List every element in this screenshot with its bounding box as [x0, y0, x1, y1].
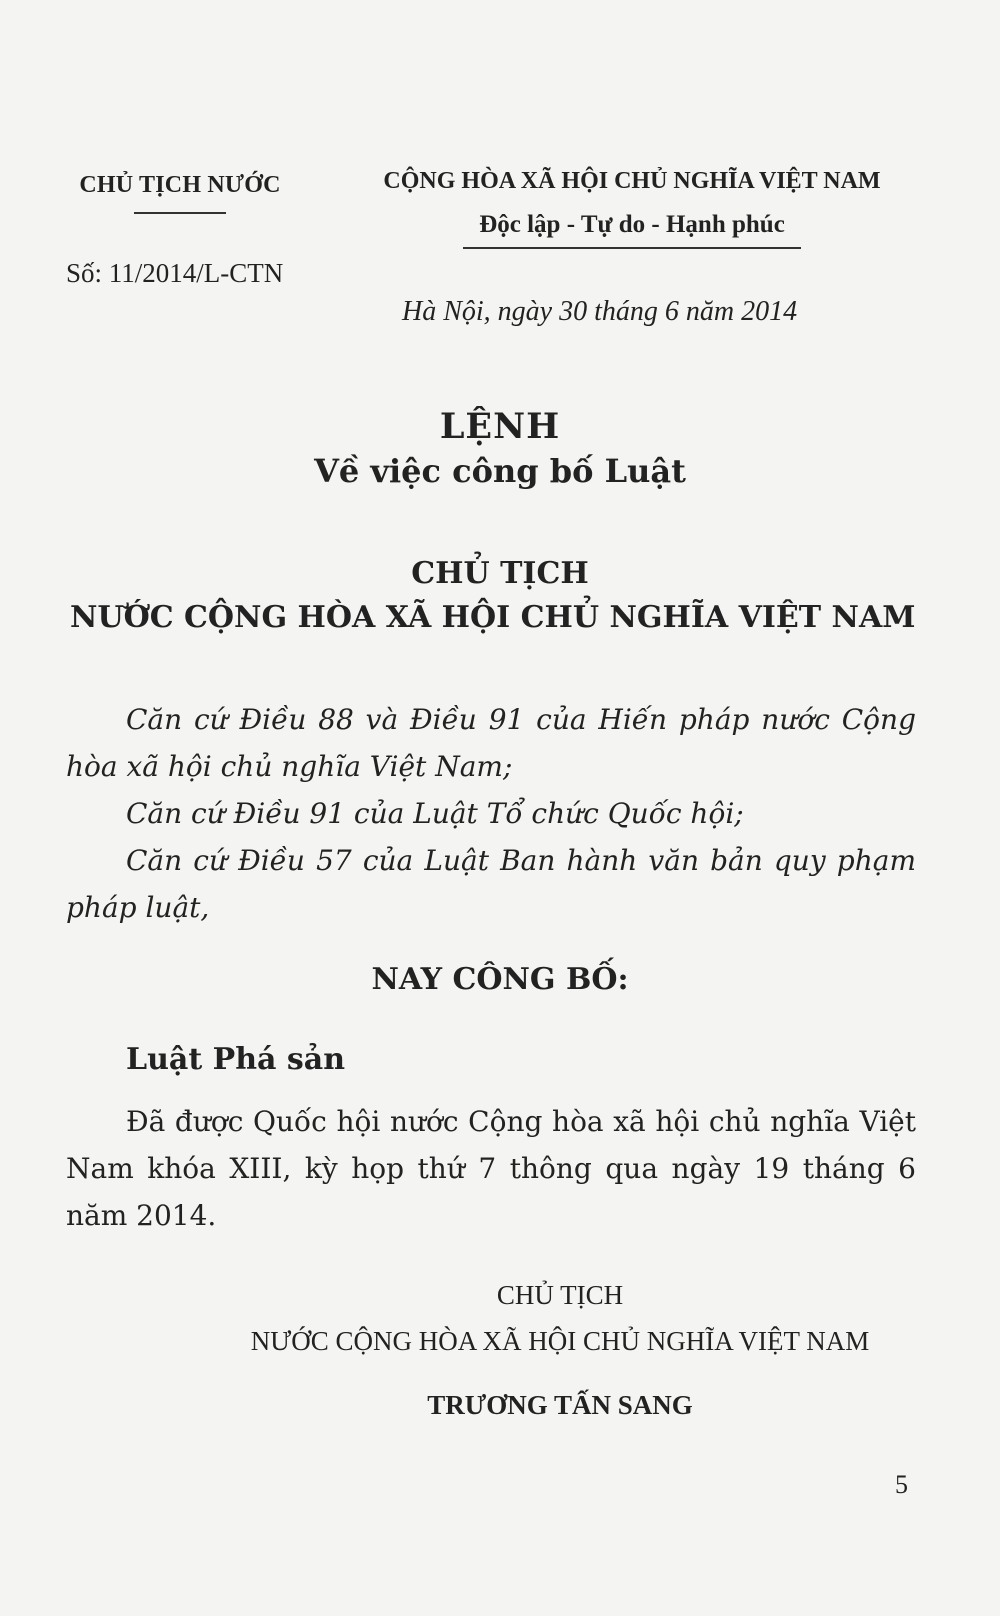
issuer-name: CHỦ TỊCH NƯỚC: [79, 172, 281, 198]
approval-paragraph: [66, 1098, 916, 1239]
motto-underline: [463, 247, 801, 249]
national-header: [352, 168, 912, 249]
signer-name: TRƯƠNG TẤN SANG: [427, 1390, 693, 1420]
document-type-title: LỆNH: [439, 406, 561, 447]
announcement-heading: NAY CÔNG BỐ:: [371, 962, 629, 997]
legal-basis-section: [66, 696, 916, 931]
document-number: Số: 11/2014/L-CTN: [66, 258, 284, 288]
nation-name: CỘNG HÒA XÃ HỘI CHỦ NGHĨA VIỆT NAM: [383, 168, 881, 194]
legal-basis-item: Căn cứ Điều 88 và Điều 91 của Hiến pháp nước Cộng hòa xã hội chủ nghĩa Việt Nam;: [66, 703, 916, 783]
issuer-underline: [134, 212, 226, 214]
page-number: 5: [895, 1470, 908, 1499]
authority-country: NƯỚC CỘNG HÒA XÃ HỘI CHỦ NGHĨA VIỆT NAM: [70, 600, 916, 635]
national-motto: Độc lập - Tự do - Hạnh phúc: [479, 211, 785, 238]
legal-basis-item: Căn cứ Điều 57 của Luật Ban hành văn bản quy phạm pháp luật,: [66, 844, 916, 924]
law-name: Luật Phá sản: [126, 1042, 346, 1077]
signer-country: NƯỚC CỘNG HÒA XÃ HỘI CHỦ NGHĨA VIỆT NAM: [250, 1326, 870, 1356]
document-subject: Về việc công bố Luật: [314, 452, 686, 490]
issuer-block: [60, 172, 300, 214]
approval-text: Đã được Quốc hội nước Cộng hòa xã hội chủ nghĩa Việt Nam khóa XIII, kỳ họp thứ 7 thông qua ngày 19 tháng 6 năm 2014.: [66, 1105, 916, 1232]
authority-title: CHỦ TỊCH: [411, 556, 589, 591]
place-date: Hà Nội, ngày 30 tháng 6 năm 2014: [402, 296, 798, 327]
signer-title: CHỦ TỊCH: [496, 1280, 624, 1310]
legal-basis-item: Căn cứ Điều 91 của Luật Tổ chức Quốc hội;: [126, 797, 744, 830]
